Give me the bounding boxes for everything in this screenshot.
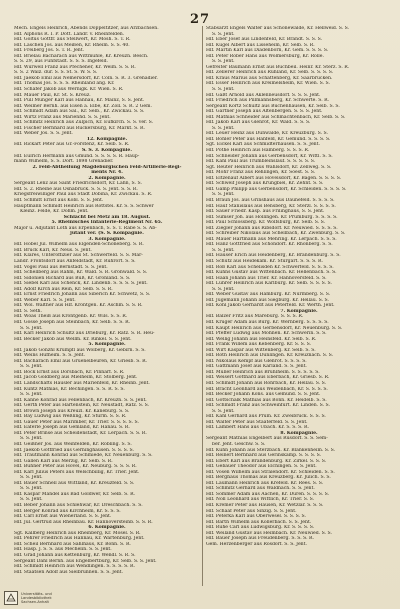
- library-logo-icon: [4, 591, 18, 605]
- text-line: S. S. Jent.: [20, 475, 43, 481]
- text-line: Hlf. Wol. Walther aus Hlf. Kröntgen. Kr. Aschm. S. S. R.: [14, 303, 143, 309]
- text-line: Hlf. Berghaus Thomas aus Kreuzberg. Kr. Jülich. S. S.: [206, 475, 331, 481]
- text-line: Hlf. Kuntz Mathias, Kr. Bechingen. S. S. R. S. S.: [14, 386, 125, 392]
- text-line: Hlf. Schmidt Johann aus Rohrbach, Kr. Hellau. S. S.: [206, 381, 327, 386]
- text-line: Hlf. Woas Theiß aus Kröntgenb. Kr. Wils. S. S. R.: [14, 314, 128, 320]
- text-line: Hlf. Kaspar Mandel aus Bad Goldwer, Kr. Selb. S. R.: [14, 491, 135, 497]
- text-line: Hlf. Laschen Jos. aus Meißen, Kr. Rheim. S. S. 40.: [14, 42, 130, 48]
- text-line: Hlf. Wurwell Franz aus Pfechener, Kr. Weim. S. S. R.: [14, 64, 136, 70]
- text-line: Hlf. Weiland Gustav aus Heimbach. Kr. Neuwied. S. S.: [206, 530, 332, 536]
- text-line: Hlf. Jugemann Johann aus Siegburg. Kr. Hellau. S. S.: [206, 297, 329, 303]
- text-line: Hlf. Kahl Gerhard aus Prüm. Kr. Zweibrück. S. S. S.: [206, 414, 326, 420]
- text-line: Hlf. Gosse Joseph aus Steinbach, Kr. Selb. S. S. R.: [14, 319, 131, 325]
- text-line: Kriegsfreiwilliger Paul aus Stadt Dobina, Kr. Zwickau. S. R.: [14, 192, 153, 198]
- text-line: Stabsarzt Engels Walter aus Schönewalde, Kr. Hellweid. S. S.: [206, 26, 350, 31]
- text-line: Schlacht bei Metz am 18. August.: [63, 214, 151, 220]
- text-line: S. S. 3. Kompagnie.: [82, 148, 132, 154]
- text-line: Hlf. Jakob Gonzhl Krumpfl aus Wolberg, Kr. Gebirn. S. S.: [14, 347, 146, 353]
- left-column: [14, 26, 200, 575]
- text-line: Hlf. Pfeffer Ludwig aus Möhnen. Kr. Schwerin. S. S.: [206, 331, 327, 337]
- text-line: Hlf. Böhler Peter aus Hanfeld, Kr. Gemünd. S. S. S. S.: [206, 136, 331, 142]
- text-line: Hlf. Vogel Paul aus Bernstadt. S. S. Jent.: [14, 264, 108, 270]
- text-line: Hlf. Sommer Adam aus Aachen, Kr. Düren. S. S. S. S.: [206, 491, 330, 497]
- text-line: Hlf. Schneider Johann aus Gerbensdorf, Kr. Wittl. S. S.: [206, 153, 333, 159]
- text-line: Hlf. Klares, Unteroffizier aus St. Schwerfeld. S. S. Mar-: [14, 253, 143, 259]
- text-line: Hlf. Karl Heinrich Schultz aus Drieburg, Kr. Ratz. S. R. Heu-: [14, 331, 155, 337]
- text-line: Hlf. Schmitz Heinrich aus Zülpich, Kr. Eufkirch. S. S. ver. S.: [14, 120, 154, 126]
- text-line: Hlf. Roth Heinrich aus Dünlingen. Kr. Kreuznach. S. S.: [206, 353, 334, 359]
- text-line: Hlf. Krüger Adam aus Burg. Kr. Wernberg. S. S. S. S.: [206, 319, 329, 325]
- text-line: S. S. Jent.: [212, 31, 235, 37]
- text-line: S. S. Jent.: [20, 436, 43, 442]
- text-line: Hlf. Gebauer Theodor aus Elchingen. S. S. Jent.: [206, 464, 317, 470]
- text-line: Mech. Engels Heinrich, Abends Doppeltitzer, aus Arzbachsen.: [14, 26, 159, 31]
- text-line: Hlf. Zellerer Heinrich aus Ruhland, Kr. Selb. S. S. S. S.: [206, 70, 334, 76]
- text-line: Hlf. Walter Peter aus Staaterfeld. S. S. Jent.: [206, 419, 308, 425]
- text-line: Hlf. Frank Willem aus Kebenberg. Kr. S. S. S.: [206, 342, 312, 348]
- text-line: Hlf. Jul. Gertrud aus Rheinbau. Kr. Hannoversteinb. S. S. R.: [14, 519, 153, 525]
- text-line: S. S. Jent.: [212, 87, 235, 93]
- text-line: Hlf. Schütz aus Heidekam. Kr. Sturgart. S. S. S. R.: [206, 258, 323, 264]
- text-line: Hlf. Noll Leonhard aus Wittlich, Kr. Trier. S. S.: [206, 497, 315, 503]
- text-line: Hlf. Karl Julius Peters aus Welschbillig, Kr. Trier. Jent.: [14, 469, 140, 475]
- text-line: S. S. Jent.: [20, 325, 43, 331]
- text-line: Hlf. Schmidt Adam aus Sal., Kr. Selb., Kr. Zwickau. S. S.: [14, 109, 145, 115]
- stamp-text: [21, 592, 52, 605]
- text-line: Hlf. Becker Jakob aus Wellm. Kr. Rinkel. S. S. Jent.: [14, 336, 132, 342]
- text-line: Hlf. Schaaf Peter aus Sinzig. S. S. Jent.: [206, 508, 297, 514]
- text-line: Hlf. Kahl Paul aus Trumbleinslauf. S. S. S. S. S.: [206, 159, 316, 165]
- text-line: S. S. Jent.: [20, 497, 43, 503]
- text-line: 8. Kompagnie.: [280, 430, 318, 436]
- text-line: Hlf. Eulrich Hermann aus Gmünd. S. S. S. S. R. Haup-: [14, 153, 140, 159]
- text-line: Hlf. Scheil Bernhard aus Sahlhaus, Kr. Bonn. S. R.: [14, 541, 131, 547]
- right-column: [206, 26, 392, 547]
- text-line: 5. Rheinisches Infanterie-Regiment Nr. 65.: [51, 220, 163, 226]
- text-line: Hlf. Rickart Peter aus Gr.-Forstenz, Kr. Selb. S. R.: [14, 142, 130, 148]
- text-line: Hlf. Wirt Kaspar aus Wittenberg. Kr. Selb. S. S.: [206, 347, 316, 353]
- text-line: Hlf. Roß Karl aus Schelisden Kr. Schwerfeld. S. S. S. S.: [206, 264, 334, 270]
- library-stamp: [4, 590, 96, 606]
- text-line: Hlf. Sumser Joh. aus Hollingen. Kr. Prümburg. S. S. S. S.: [206, 214, 338, 220]
- text-line: Hlf. Ebert Karl aus Brandenburg. Kr. Zirkel. S. S. S.: [206, 458, 327, 464]
- text-line: Gem. Herzenberger aus Rosdorf. S. S. Jent.: [206, 541, 307, 547]
- text-line: Hlf. Schmidt Franz aus Schweinfurt. Kr. Linden. S. S.: [206, 403, 330, 409]
- text-line: Hlf. Lührer Heinrich aus Karlburg. Kr. Selb. S. S. S. S.: [206, 281, 332, 287]
- text-line: Hlf. Gattmann Josef aus Karland. S. S. Jent.: [206, 364, 307, 370]
- text-line: 5. Kompagnie.: [88, 342, 126, 348]
- text-line: Hlf. Weber Gustav aus Hamburg. Kr. Nürmberg. S. S.: [206, 292, 331, 298]
- text-line: Hlf. Mauer Hartmann aus Mehring. Kr. Lerpach. S. S. S.: [206, 236, 337, 242]
- text-line: S. S. Jent.: [212, 286, 235, 292]
- text-line: S. S. Jent.: [20, 486, 43, 492]
- text-line: Hlf. Mauer Paul, Kr. St. S. Kreuz.: [14, 92, 91, 98]
- text-line: 2. Kompagnie.: [88, 175, 126, 181]
- text-line: Hlf. Bühner Peter aus Hövel, Kr. Neuburg. S. S. S. R.: [14, 464, 137, 470]
- text-line: Hlf. Ruhe Carl aus Ludwigsburg. Kr. S. S. S. S.: [206, 525, 315, 531]
- text-line: 2. Feld-Abtheilung Magdeburgischen Feld-Artillerie-Regi-: [32, 164, 182, 170]
- text-line: Hlf. Hasp. J. S. S. aus Mechelin. S. S. Jent.: [14, 547, 112, 553]
- text-line: Hlf. Becker Johann Kons. aus Gemünd. S. S. Jent.: [206, 392, 321, 398]
- text-line: Hlf. Bauer Schnell aus Wittland, Kr. Kreuzfeld. S. S.: [14, 480, 135, 486]
- text-line: Hlf. Goltus Gottfr. aus Stellwert, Kr. Mosh. S. T. R.: [14, 37, 131, 43]
- text-line: Hlf. Trautmann Konrad aus Schmiede, Kr. Neuenburg. S. S.: [14, 453, 153, 459]
- text-line: jutant ver. (S. S. Kompagnie.: [70, 231, 144, 237]
- text-line: Sgt. Reuter Heinrich aus Wahlsdorf, Kr. Zellweg. S. S.: [206, 164, 332, 170]
- text-line: Hlf. Landschafts Hausler aus Marienfeld, Kr. Rheinb. Jent.: [14, 381, 150, 386]
- text-line: Hlf. Sidonien Richard aus Buß, Kr. Gronland. S. S.: [14, 275, 131, 281]
- text-line: Hlf. Bay Ludwig aus Weßling, Kr. Sturm. S. S. R.: [14, 414, 127, 420]
- text-line: Hlf. Jakob Karl aus Glenrot, Kr. Wald. S. S. S.: [206, 120, 311, 126]
- text-line: Hlf. Haan Johann aus Trier. Kr. Hannoversfeld. S. S.: [206, 275, 327, 281]
- text-line: Hlf. Mohr Franz aus Rehlingen, Kr. Soest. S. S.: [206, 170, 316, 176]
- text-line: Hlf. Staatsen Adolf aus Sielbrunnen. S. S. Jent.: [14, 569, 123, 575]
- text-line: Hlf. Esser Heinrich aus Kreimelsheim, Kr. Wien. S. S.: [206, 81, 330, 87]
- text-line: Hlf. Reinert Bernhard aus Gerinskamp. S. S. S. S.: [206, 453, 322, 459]
- text-line: Hlf. Peterka Karl aus Oberwesel. S. S. S. S.: [206, 514, 306, 520]
- text-line: Hlf. Lambert Hans aus Ubach. Kr. S. S. S. R.: [206, 425, 309, 431]
- text-line: 12. Kompagnie.: [86, 136, 128, 142]
- text-line: Hlf. Müller Heinrich aus Brühlheim. S. S. S. S. S.: [206, 369, 320, 375]
- text-line: Hlf. Gerth Peter aus Hartenstein, Kr. Neustadt, Ratz. S. S.: [14, 403, 150, 409]
- text-line: Sergeant Mathias Engelbert aus Rüsdorf. S. S. Sem-: [206, 436, 328, 442]
- text-line: Hlf. Geißner Jos. aus Weinfelden, Kr. Röbling. S. S.: [14, 442, 132, 448]
- stamp-line: Universitäts- und: [21, 591, 52, 596]
- text-line: Hlf. Kuhns Gustav aus Wittenbach. Kr. Hellenbach. S. S.: [206, 270, 337, 276]
- text-line: Hlf. Kremer Peter aus Hausen, Kr. Wetzlar. S. S. S.: [206, 503, 324, 509]
- text-line: 7. Kompagnie.: [280, 308, 318, 314]
- text-line: Hlf. Bruck Karl, Kr. Neus. S. Jent.: [14, 247, 92, 253]
- text-line: Hlf. Jaekob Emil aus Nemersdorf, Kr. Cöln. S. R. 3. Grenadier.: [14, 75, 158, 81]
- text-line: Hlf. Ernst Friedrich Johann aus Siberich Kr. Schwetz, S. S.: [14, 292, 151, 298]
- text-line: Hlf. Schweif Joseph aus Krüngbiel, Kr. Zehnt. S. S.: [206, 181, 324, 187]
- text-line: Sgt. Eickel Karl aus Schmidterhausen. S. S. Jent.: [206, 142, 320, 148]
- text-line: Hlf. Hanz Gottfried aus Schöndorf. Kr. Rhonberg. S. S.: [206, 242, 333, 248]
- text-line: ments Nr. 4.: [91, 170, 123, 176]
- text-line: Gefreiter Baumann Ernst aus Buchbeil. Heinr. Kr. Sterz. S. R.: [206, 64, 350, 70]
- text-line: Hlf. Weber Karl. S. S. Jent.: [14, 297, 76, 303]
- text-line: Hlf. Weimer Bernh. aus Eisen a. Elbe, Kr. Zoll. S. R. 2 Gem.: [14, 103, 152, 109]
- text-line: Hlf. Alphons R. I. P. Dott. Landr. v. Rheinfelden.: [14, 31, 125, 37]
- text-line: Hlf. Weber Jos. S. S. Jent.: [14, 131, 73, 137]
- column-divider: [202, 26, 203, 586]
- text-line: Hlf. Brielau Bacharach aus Wittmühle, Kr. Kreuzn. Besch.: [14, 53, 149, 59]
- text-line: Hlf. Schmitz Gerhard aus Waldnach. S. S. Jent.: [206, 486, 315, 492]
- text-line: Hlf. Siebel Karl aus Schenck, Kr. Lindenb. S. S. S. S. Jent.: [14, 281, 148, 287]
- text-line: Sergeant Lenz aus Saint Friedrichsdorf, Kr. Lahn, S. S.: [14, 181, 142, 187]
- text-line: Hlf. Kohl Jakob Gerhardt aus Peterfeld. Kr. Werth. Jent.: [206, 303, 335, 309]
- text-line: Hlf. Laumann Heinrich aus Krefeld. Kr. Rees. S. S.: [206, 480, 324, 486]
- text-line: Hlf. Brown Joseph aus Kreuzl. Kr. Kaneburg. S. S.: [14, 408, 130, 414]
- text-line: S. S. Jent.: [212, 408, 235, 414]
- text-line: Sergeant Kortz Schultz aus Buchenhausen, Kr. Selb. S. S.: [206, 103, 340, 109]
- text-line: S. S. Jent.: [212, 59, 235, 65]
- text-line: S. S. Jent.: [212, 125, 235, 131]
- text-line: Hlf. Eber Josef aus Lindenfeld, Kr. Brandt. S. S. S.: [206, 37, 323, 43]
- text-line: S. S. Jent.: [212, 192, 235, 198]
- text-line: Hlf. S. Seth.: [14, 308, 42, 314]
- text-line: Hlf. S. 2. Rheine aus Osnabrück. S. S. S. Jent. S. S. R.: [14, 186, 138, 192]
- text-line: Kleinz. Felde, Kr. Dohm. Jent.: [20, 209, 89, 215]
- text-line: Hlf. Bracht Leonhard aus Weidenbach, Kr. S. S. S. S.: [206, 386, 328, 392]
- stamp-line: Sachsen-Anhalt: [21, 600, 49, 605]
- text-line: Hlf. Bacharach Emil aus Gruenelbeuren, Kr. Griesb. S. R.: [14, 358, 148, 364]
- text-line: Hlf. Wirtz Franz aus Marienhd. S. S. Jent.: [14, 114, 111, 120]
- text-line: Hlf. Martin Karl aus Diadenborn, Kr. Gem. S. S. S. S.: [206, 48, 329, 54]
- text-line: Hlf. Bock Ernst aus Dorsbach, Kr. Pinnarf. S. R.: [14, 369, 125, 375]
- text-line: Hlf. Nikolaus Kempf aus Glenrot. S. S. S. S.: [206, 358, 307, 364]
- text-line: Hlf. Schäfer Jakob aus Wernigk. Kr. Wien. S. R.: [14, 87, 124, 93]
- text-line: Sergeant Dahl Bernh. aus Engelbertburg, Kr. Selb. S. S. Jent.: [14, 558, 157, 564]
- text-line: Hlf. Leuer Heinz aus Dünwalde, Kr. Kreuzburg. S. S.: [206, 131, 328, 137]
- text-line: Hlf. Pothe Heinrich aus Hamberg. S. S. S. R.: [206, 148, 310, 154]
- text-line: Hlf. Peter Röber Hans aus Wolmersburg, Kr. Rolle.: [206, 53, 324, 59]
- text-line: Hlf. Jaekob Gottfried aus Gerninghausen. S. S. S. S.: [14, 447, 134, 453]
- text-line: Hlf. Bauer Joseph aus Freudenberg. S. S. S. R.: [206, 536, 314, 542]
- text-line: Hlf. Gallen Karl aus Merzig, Kr. Selb. S. R.: [14, 458, 113, 464]
- text-line: Hlf. Eltzenauf Albert aus Hövelsdorf, Kr. Bagen. S. S. S. S.: [206, 175, 342, 181]
- text-line: S. S. 29, aus Fünfstadt. S. S. S. Ingefeld.: [14, 59, 108, 65]
- text-line: Hlf. Grad Johann aus Kettenburg, Kr. Wendl. S. R. S.: [14, 552, 136, 558]
- text-line: ber. Jent. Geschw. S. S.: [212, 442, 266, 448]
- text-line: Hlf. Vosen Wilhelm aus Stralendorf. Kr. Schleiden. S. S.: [206, 469, 335, 475]
- text-line: Hlf. Eaferle Joseph aus Gemland, Kr. Hanau. S. R.: [14, 425, 130, 431]
- text-line: Hlf. Weisert Gotthard aus Eberbach, Kr. Griesb. S. R.: [206, 375, 330, 381]
- text-line: Hlf. Hauser Erich aus Heidenberg, Kr. Brandenburg. S. S.: [206, 253, 341, 259]
- text-line: Hlf. Kuhn Johann aus Sterzbach. Kr. Blankenheim. S. S.: [206, 447, 336, 453]
- text-line: Hlf. Peter Brinse aus Scheidenstadt, Kr. Lerpach. S. S. R.: [14, 430, 147, 436]
- text-line: Hlf. Schmidt Heinrich aus Wendlingen. S. S. S. S. R.: [14, 564, 135, 570]
- text-line: Hlf. Pull Münger Karl aus Hannau, Kr. Mainz, S. S. Jent.: [14, 98, 145, 104]
- text-line: Hlf. Höbel Jul. Wilhelm aus Elgenden-Schöneberg. S. R.: [14, 242, 144, 248]
- text-line: Hlf. Berger Konrad aus Kirchheim, Kr. S. S. S.: [14, 508, 121, 514]
- text-line: S. S. Jent.: [20, 364, 43, 370]
- text-line: 6. Kompagnie.: [88, 525, 126, 531]
- text-line: Hlf. Paul Schlossberg. Kr. Wolfsburg, Kr. Selb. S. S.: [206, 220, 326, 226]
- text-line: Hlf. Gottschalk Mathias aus Bonn. Kr. Heidelb. S. S.: [206, 397, 327, 403]
- text-line: Hlf. Braun Jos. aus Grinshaus aus Daunefeld. S. S. S. S.: [206, 197, 335, 203]
- text-line: Hlf. Fischer Bernhard aus Ruckersburg, Kr. Markt. S. R.: [14, 125, 145, 131]
- text-line: Hlf. Kaupt Heinrich aus Gerbensdorf, Kr. Neuenburg. S. S.: [206, 325, 343, 331]
- text-line: Hlf. Gamp Philipp aus Gerbensdorf, Kr. Schleiden. S. S. S. S.: [206, 186, 347, 192]
- text-line: Hlf. Beber Johann aus Schlehwar, Kr. Dreschbach. S. S.: [14, 503, 143, 509]
- text-line: Hlf. Gaßt Arnold aus Aklenneusdorf. S. S. S. Jent.: [206, 92, 321, 98]
- text-line: Hlf. Balzer Fritz aus Mareburg. S. S. S. R.: [206, 314, 304, 320]
- text-line: Hlf. Jacob Goldberg aus Mielheim, Kr. Stolberg. Jent.: [14, 375, 138, 381]
- text-line: Hlf. Weins Hufheim. S. S. Jent.: [14, 353, 85, 359]
- text-line: Hlf. Mathias Schneider aus Schmachtenbach, Kr. Selb. S. S.: [206, 114, 346, 120]
- text-line: Landr. Frontsdorf aus Anfeldstadt, Kr. Ruhrort. S. S.: [14, 258, 136, 264]
- text-line: S. S. Jent.: [212, 247, 235, 253]
- text-line: Hlf. Ziegler Johann aus Ribsdorf. Kr. Neuwied. S. S. S. S.: [206, 225, 338, 231]
- text-line: Hlf. Barth Wilhelm aus Köllerbach. S. S. Jent.: [206, 519, 312, 525]
- text-line: Hlf. Schmitt Ernst aus Kobl. S. S. Jent.: [14, 197, 104, 203]
- text-line: Hlf. Kugel Albert aus Lisseheim, Kr. Selb. S. R.: [206, 42, 315, 48]
- text-line: mann Wilhelm, S. S. Dort. 1898 Grenadier.: [14, 159, 114, 165]
- text-line: Sgt. Kallberg Heinrich aus Rheinberg, Kr. Mosel. S. R.: [14, 530, 141, 536]
- text-line: S. S. Jent.: [20, 392, 43, 398]
- text-line: Hlf. Schellberg aus Rahm, Kr. Wald. S. R. Gronwald. S. S.: [14, 270, 148, 276]
- text-line: Hlf. Schreiber Nikolaus aus Schellbach, Kr. Zwenburg. S. S.: [206, 231, 346, 237]
- text-line: Hlf. Adolf Kirch aus Rein, Kr. Selb. S. S. R.: [14, 286, 113, 292]
- text-line: Hlf. Hauf Stanislaus aus Bensberg, Kr. Sterzl. S. S. S. S.: [206, 203, 336, 209]
- text-line: Hlf. Gärtner Joseph aus Altenbergen. S. S. S. Jent.: [206, 109, 323, 115]
- text-line: Hauptmann Schmidt Heinrich aus Rottstei. Kr. S. S. Schwer: [14, 203, 154, 209]
- text-line: Hlf. Sauer Friedr. Kasp. aus Frilinghaus, S. S. Jent.: [206, 209, 325, 215]
- text-line: S. S. 2 Walz. dur. S. S. St. S. W. S. S.: [14, 70, 98, 76]
- text-line: Hlf. Pehrer Friedrich aus Hannau, Kr. Wartenburg. Jent.: [14, 536, 145, 542]
- text-line: Hlf. Kraus Marius aus Schattenberg, Kr. Saarbrücken.: [206, 75, 333, 81]
- text-line: Hlf. Freiberg Jos. S. T. R. Jent.: [14, 48, 85, 54]
- text-line: 3. Kompagnie.: [88, 236, 126, 242]
- text-line: Hlf. Friedrich aus Pillmannsberg, Kr. Schwerte. S. R.: [206, 98, 330, 104]
- text-line: Hlf. Carl Ernst aus Wienerland. S. S. Jent.: [14, 514, 112, 520]
- page-number: 27: [189, 12, 211, 27]
- text-line: Hlf. Wellig Johann aus Heinsfeld. Kr. Selb. S. R.: [206, 336, 317, 342]
- text-line: Major u. Adjutant Loth aus Erpenbach, S. S. T. Rabe S. S. Ab-: [14, 225, 157, 231]
- text-line: Hlf. Thomas Jos. S. S. S. Rheinland ang. Kr.: [14, 81, 115, 87]
- text-line: Hlf. Gauer Peter aus Marimber, Kr. Trier. S. S. S. S. S.: [14, 419, 139, 425]
- text-line: Hlf. Kanne Konrad aus Fellenbach, Kr. Kreuzn. S. S. Jent.: [14, 397, 147, 403]
- stamp-line: Landesbibliothek: [21, 595, 52, 600]
